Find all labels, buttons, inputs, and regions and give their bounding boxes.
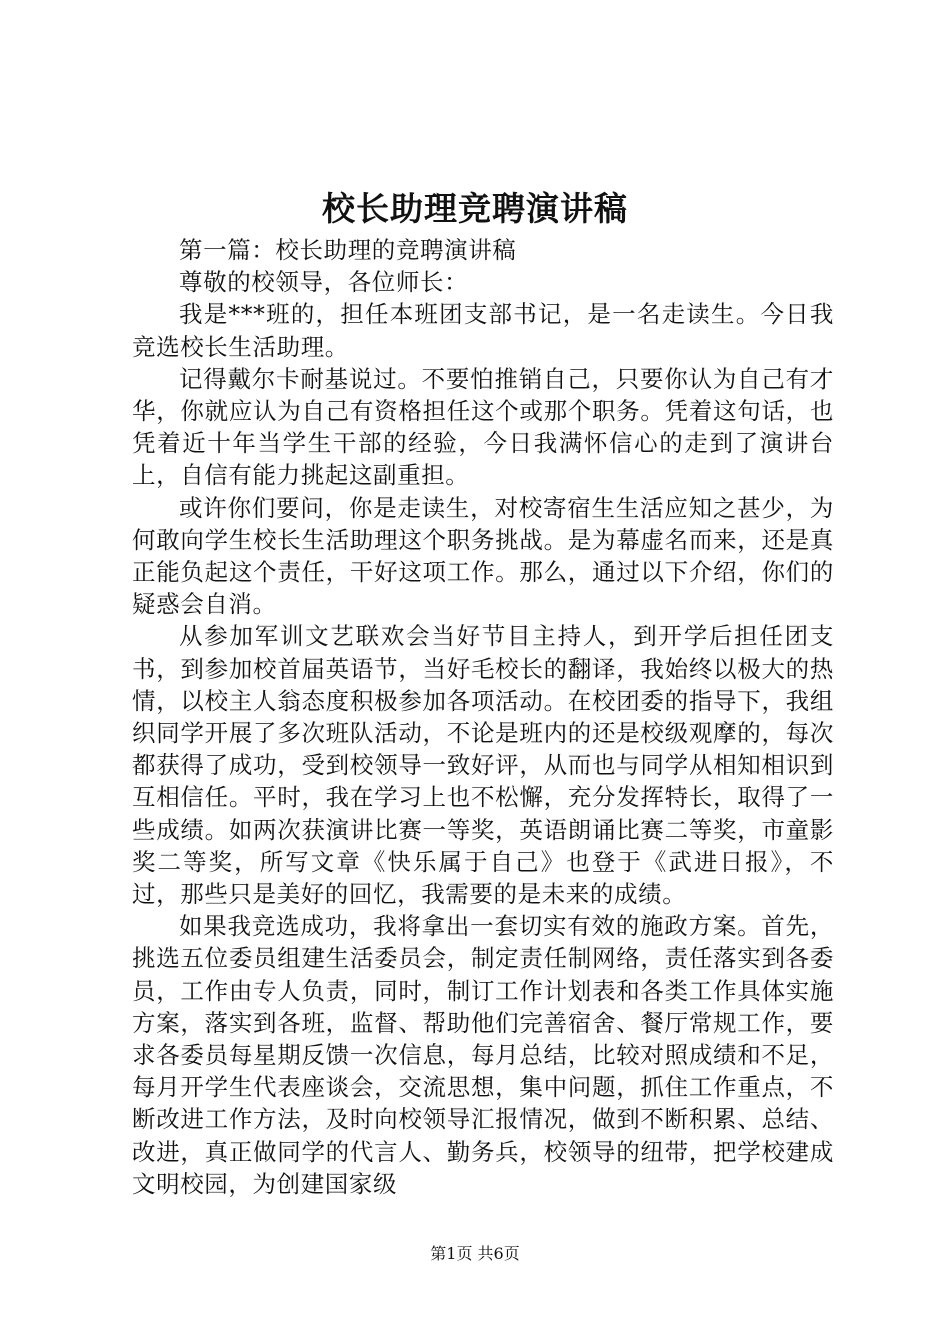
paragraph-question: 或许你们要问，你是走读生，对校寄宿生生活应知之甚少，为何敢向学生校长生活助理这个职务挑战。是为幕虚名而来，还是真正能负起这个责任，干好这项工作。那么，通过以下介绍，你们的疑惑会自消。 (132, 493, 834, 619)
document-title: 校长助理竞聘演讲稿 (322, 189, 628, 228)
page-indicator: 第1页 共6页 (430, 1244, 520, 1263)
paragraph-plan: 如果我竞选成功，我将拿出一套切实有效的施政方案。首先，挑选五位委员组建生活委员会，制定责任制网络，责任落实到各委员，工作由专人负责，同时，制订工作计划表和各类工作具体实施方案，落实到各班，监督、帮助他们完善宿舍、餐厅常规工作，要求各委员每星期反馈一次信息，每月总结，比较对照成绩和不足，每月开学生代表座谈会，交流思想，集中问题，抓住工作重点，不断改进工作方法，及时向校领导汇报情况，做到不断积累、总结、改进，真正做同学的代言人、勤务兵，校领导的纽带，把学校建成文明校园，为创建国家级 (132, 912, 834, 1198)
document-body (132, 234, 834, 1200)
paragraph-subtitle: 第一篇：校长助理的竞聘演讲稿 (179, 236, 517, 264)
paragraph-experience: 从参加军训文艺联欢会当好节目主持人，到开学后担任团支书，到参加校首届英语节，当好毛校长的翻译，我始终以极大的热情，以校主人翁态度积极参加各项活动。在校团委的指导下，我组织同学开展了多次班队活动，不论是班内的还是校级观摩的，每次都获得了成功，受到校领导一致好评，从而也与同学从相知相识到互相信任。平时，我在学习上也不松懈，充分发挥特长，取得了一些成绩。如两次获演讲比赛一等奖，英语朗诵比赛二等奖，市童影奖二等奖，所写文章《快乐属于自己》也登于《武进日报》，不过，那些只是美好的回忆，我需要的是未来的成绩。 (132, 622, 834, 909)
paragraph-confidence: 记得戴尔卡耐基说过。不要怕推销自己，只要你认为自己有才华，你就应认为自己有资格担任这个或那个职务。凭着这句话，也凭着近十年当学生干部的经验，今日我满怀信心的走到了演讲台上，自信有能力挑起这副重担。 (132, 364, 834, 490)
paragraph-introduction: 我是***班的，担任本班团支部书记，是一名走读生。今日我竞选校长生活助理。 (132, 300, 834, 361)
paragraph-salutation: 尊敬的校领导，各位师长： (179, 268, 469, 297)
